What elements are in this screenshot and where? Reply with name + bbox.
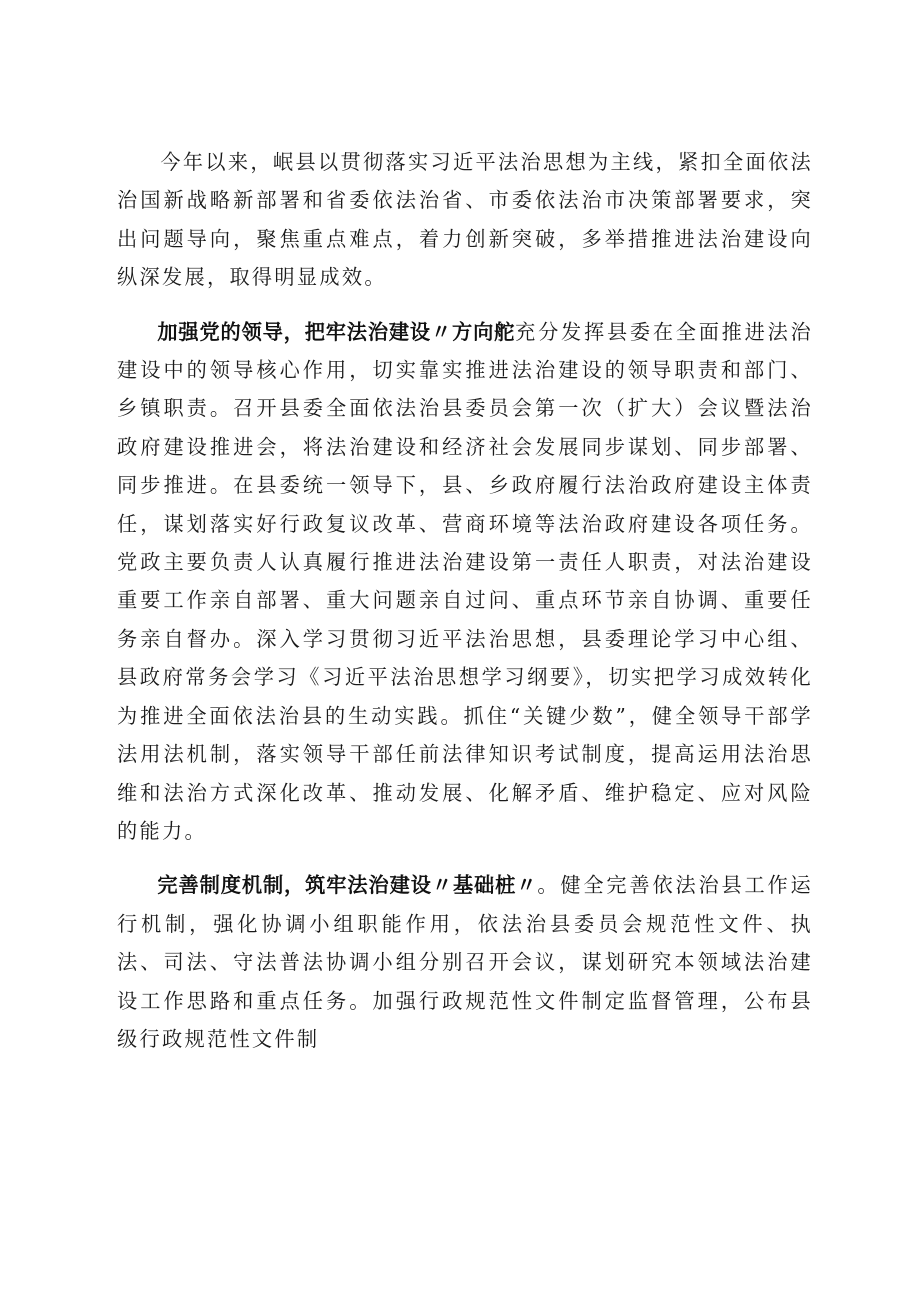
paragraph-party-leadership <box>117 313 813 851</box>
paragraph-body-text: 。健全完善依法治县工作运行机制，强化协调小组职能作用，依法治县委员会规范性文件、执法、司法、守法普法协调小组分别召开会议，谋划研究本领域法治建设工作思路和重点任务。加强行政规范性文件制定监督管理，公布县级行政规范性文件制 <box>117 873 813 1051</box>
paragraph-intro <box>117 143 813 297</box>
paragraph-intro-text: 今年以来，岷县以贯彻落实习近平法治思想为主线，紧扣全面依法治国新战略新部署和省委依法治省、市委依法治市决策部署要求，突出问题导向，聚焦重点难点，着力创新突破，多举措推进法治建设向纵深发展，取得明显成效。 <box>117 150 813 290</box>
paragraph-heading: 完善制度机制，筑牢法治建设〃基础桩〃 <box>157 873 538 898</box>
paragraph-heading: 加强党的领导，把牢法治建设〃方向舵 <box>157 319 516 344</box>
document-body <box>117 143 813 1058</box>
paragraph-institutional-mechanisms <box>117 866 813 1058</box>
paragraph-body-text: 充分发挥县委在全面推进法治建设中的领导核心作用，切实靠实推进法治建设的领导职责和部门、乡镇职责。召开县委全面依法治县委员会第一次（扩大）会议暨法治政府建设推进会，将法治建设和经济社会发展同步谋划、同步部署、同步推进。在县委统一领导下，县、乡政府履行法治政府建设主体责任，谋划落实好行政复议改革、营商环境等法治政府建设各项任务。党政主要负责人认真履行推进法治建设第一责任人职责，对法治建设重要工作亲自部署、重大问题亲自过问、重点环节亲自协调、重要任务亲自督办。深入学习贯彻习近平法治思想，县委理论学习中心组、县政府常务会学习《习近平法治思想学习纲要》，切实把学习成效转化为推进全面依法治县的生动实践。抓住“关键少数”，健全领导干部学法用法机制，落实领导干部任前法律知识考试制度，提高运用法治思维和法治方式深化改革、推动发展、化解矛盾、维护稳定、应对风险的能力。 <box>117 319 814 843</box>
